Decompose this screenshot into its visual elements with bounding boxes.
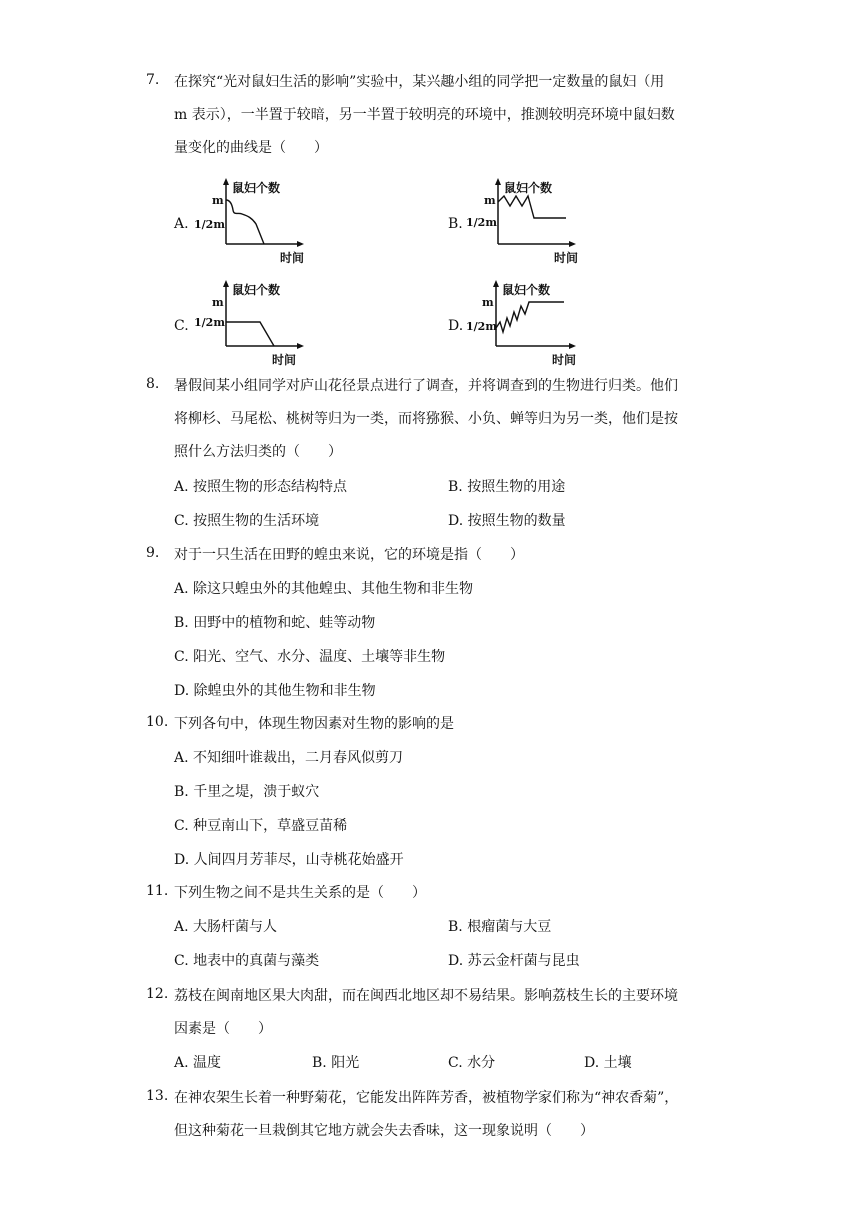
option-c[interactable]: C. 阳光、空气、水分、温度、土壤等非生物 [174, 649, 446, 665]
question-7 [146, 72, 726, 367]
graph-b-svg [466, 178, 632, 268]
y-axis-label: 鼠妇个数 [504, 181, 553, 195]
question-text-line: 暑假间某小组同学对庐山花径景点进行了调查，并将调查到的生物进行归类。他们 [174, 378, 678, 394]
y-axis-label: 鼠妇个数 [232, 283, 281, 297]
m-tick-label: m [482, 296, 494, 309]
question-number: 7. [146, 72, 160, 88]
question-8 [146, 376, 726, 536]
question-text-line: 将柳杉、马尾松、桃树等归为一类，而将猕猴、小负、蝉等归为另一类，他们是按 [174, 411, 678, 427]
graph-d-svg [466, 280, 632, 370]
m-tick-label: m [212, 296, 224, 309]
x-axis-label: 时间 [280, 251, 305, 265]
half-m-tick-label: 1/2m [194, 316, 225, 329]
option-a[interactable]: A. 按照生物的形态结构特点 [174, 479, 348, 495]
option-c[interactable]: C. 按照生物的生活环境 [174, 513, 320, 529]
half-m-tick-label: 1/2m [194, 218, 225, 231]
option-b[interactable]: B. 根瘤菌与大豆 [448, 919, 552, 935]
m-tick-label: m [484, 194, 496, 207]
question-text-line: 对于一只生活在田野的蝗虫来说，它的环境是指（ ） [174, 547, 524, 563]
half-m-tick-label: 1/2m [466, 320, 497, 333]
question-10 [146, 714, 726, 874]
option-c[interactable]: C. 水分 [448, 1055, 496, 1071]
option-b-label[interactable]: B. [448, 216, 463, 232]
graph-a-svg [194, 178, 358, 268]
question-9 [146, 545, 726, 705]
option-b[interactable]: B. 阳光 [312, 1055, 360, 1071]
question-12 [146, 986, 726, 1076]
question-text-line: 下列生物之间不是共生关系的是（ ） [174, 885, 426, 901]
y-axis-label: 鼠妇个数 [232, 181, 281, 195]
question-text-line: 下列各句中，体现生物因素对生物的影响的是 [174, 716, 454, 732]
option-b[interactable]: B. 田野中的植物和蛇、蛙等动物 [174, 615, 376, 631]
question-text-line: 照什么方法归类的（ ） [174, 444, 342, 460]
question-text-line: 在神农架生长着一种野菊花，它能发出阵阵芳香，被植物学家们称为“神农香菊”， [174, 1090, 679, 1106]
m-tick-label: m [212, 194, 224, 207]
graph-option-b[interactable] [466, 178, 632, 272]
graph-c-svg [194, 280, 358, 370]
question-number: 8. [146, 376, 160, 392]
option-d[interactable]: D. 土壤 [584, 1055, 632, 1071]
question-text-line: 荔枝在闽南地区果大肉甜，而在闽西北地区却不易结果。影响荔枝生长的主要环境 [174, 988, 678, 1004]
question-text-line: m 表示），一半置于较暗，另一半置于较明亮的环境中，推测较明亮环境中鼠妇数 [174, 107, 675, 123]
option-b[interactable]: B. 千里之堤，溃于蚁穴 [174, 784, 320, 800]
graph-option-c[interactable] [194, 280, 358, 374]
option-d[interactable]: D. 人间四月芳菲尽，山寺桃花始盛开 [174, 852, 404, 868]
question-text-line: 但这种菊花一旦栽倒其它地方就会失去香味，这一现象说明（ ） [174, 1123, 594, 1139]
option-d-label[interactable]: D. [448, 318, 464, 334]
question-number: 12. [146, 986, 169, 1002]
option-d[interactable]: D. 按照生物的数量 [448, 513, 566, 529]
option-a-label[interactable]: A. [174, 216, 189, 232]
question-number: 13. [146, 1088, 169, 1104]
question-number: 11. [146, 883, 169, 899]
x-axis-label: 时间 [552, 353, 577, 367]
question-number: 10. [146, 714, 169, 730]
x-axis-label: 时间 [272, 353, 297, 367]
option-c-label[interactable]: C. [174, 318, 189, 334]
option-c[interactable]: C. 地表中的真菌与藻类 [174, 953, 320, 969]
question-text-line: 因素是（ ） [174, 1021, 272, 1037]
question-13 [146, 1088, 726, 1148]
option-a[interactable]: A. 除这只蝗虫外的其他蝗虫、其他生物和非生物 [174, 581, 474, 597]
x-axis-label: 时间 [554, 251, 579, 265]
option-b[interactable]: B. 按照生物的用途 [448, 479, 566, 495]
question-number: 9. [146, 545, 160, 561]
question-text-line: 量变化的曲线是（ ） [174, 140, 328, 156]
half-m-tick-label: 1/2m [466, 216, 497, 229]
graph-option-d[interactable] [466, 280, 632, 374]
option-d[interactable]: D. 苏云金杆菌与昆虫 [448, 953, 580, 969]
option-c[interactable]: C. 种豆南山下，草盛豆苗稀 [174, 818, 348, 834]
y-axis-label: 鼠妇个数 [502, 283, 551, 297]
option-a[interactable]: A. 大肠杆菌与人 [174, 919, 278, 935]
question-text-line: 在探究“光对鼠妇生活的影响”实验中，某兴趣小组的同学把一定数量的鼠妇（用 [174, 74, 665, 90]
option-d[interactable]: D. 除蝗虫外的其他生物和非生物 [174, 683, 376, 699]
question-11 [146, 883, 726, 973]
graph-option-a[interactable] [194, 178, 358, 272]
option-a[interactable]: A. 不知细叶谁裁出，二月春风似剪刀 [174, 750, 404, 766]
option-a[interactable]: A. 温度 [174, 1055, 222, 1071]
